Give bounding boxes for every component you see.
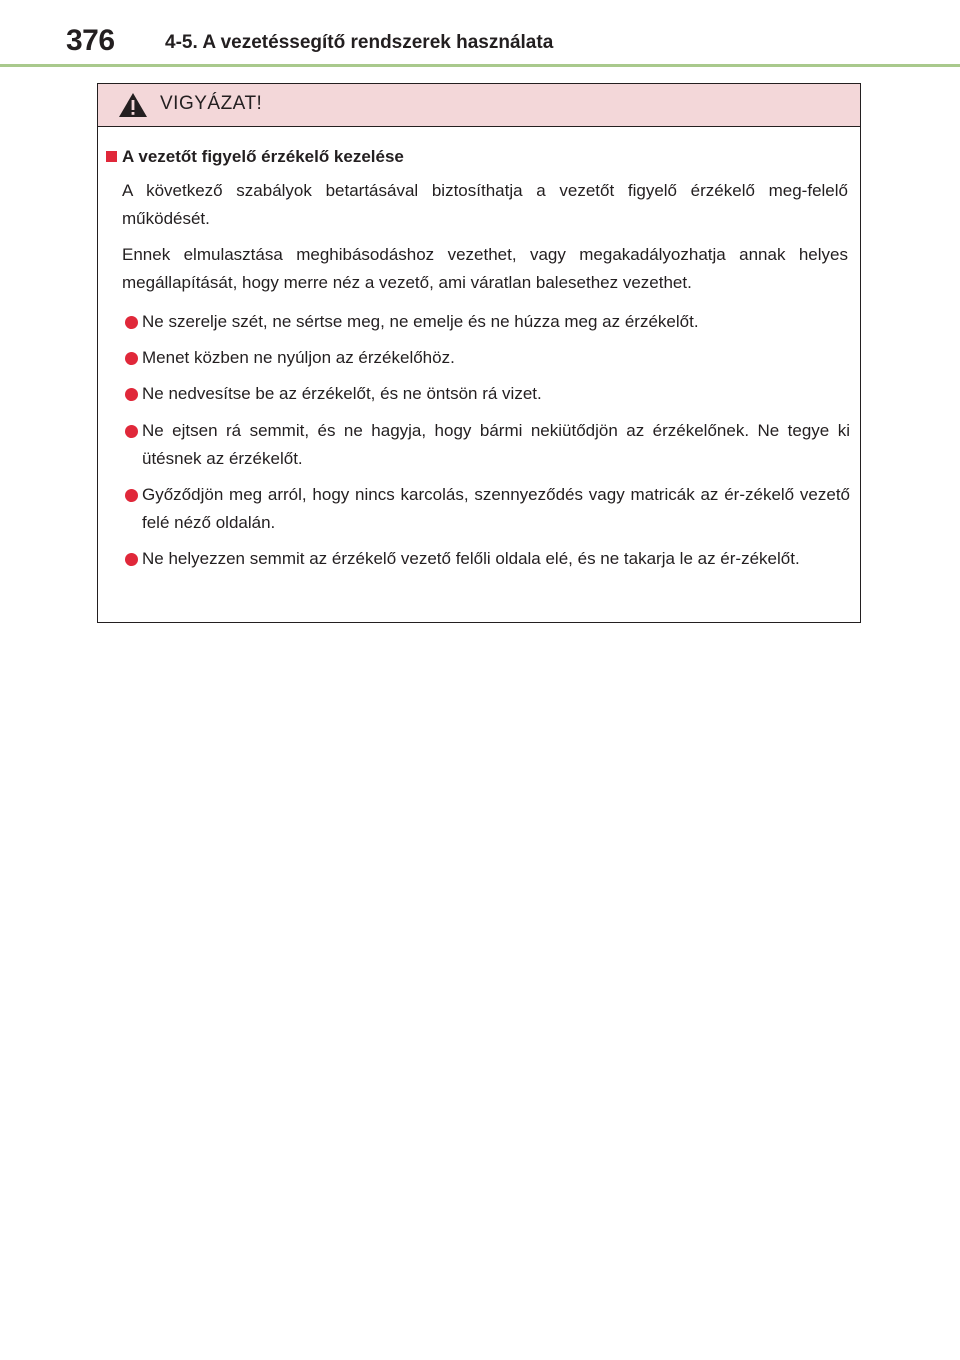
bullet-dot-icon [125, 352, 138, 365]
list-item [110, 308, 850, 336]
list-item [110, 417, 850, 473]
list-item-text: Menet közben ne nyúljon az érzékelőhöz. [142, 348, 455, 367]
header-rule [0, 64, 960, 67]
list-item-text: Győződjön meg arról, hogy nincs karcolás, szennyeződés vagy matricák az ér-zékelő vezető felé néző oldalán. [142, 485, 850, 532]
bullet-dot-icon [125, 316, 138, 329]
list-item [110, 545, 850, 573]
warning-header [98, 84, 860, 127]
paragraph: A következő szabályok betartásával biztosíthatja a vezetőt figyelő érzékelő meg-felelő működését. [122, 181, 848, 228]
subheading [106, 147, 404, 167]
list-item-text: Ne nedvesítse be az érzékelőt, és ne öntsön rá vizet. [142, 384, 542, 403]
paragraph: Ennek elmulasztása meghibásodáshoz vezethet, vagy megakadályozhatja annak helyes megállapítását, hogy merre néz a vezető, ami váratlan balesethez vezethet. [122, 245, 848, 292]
page-header [0, 0, 960, 68]
bullet-dot-icon [125, 425, 138, 438]
warning-triangle-icon [118, 92, 148, 118]
list-item-text: Ne szerelje szét, ne sértse meg, ne emelje és ne húzza meg az érzékelőt. [142, 312, 699, 331]
red-square-icon [106, 151, 117, 162]
bullet-dot-icon [125, 553, 138, 566]
page-number: 376 [66, 24, 115, 57]
list-item-text: Ne helyezzen semmit az érzékelő vezető felőli oldala elé, és ne takarja le az ér-zékelőt. [142, 549, 800, 568]
bullet-dot-icon [125, 489, 138, 502]
bullet-dot-icon [125, 388, 138, 401]
list-item [110, 380, 850, 408]
list-item [110, 481, 850, 537]
section-title: 4-5. A vezetéssegítő rendszerek használata [165, 32, 554, 53]
list-item-text: Ne ejtsen rá semmit, és ne hagyja, hogy bármi nekiütődjön az érzékelőnek. Ne tegye ki ütésnek az érzékelőt. [142, 421, 850, 468]
subheading-text: A vezetőt figyelő érzékelő kezelése [122, 147, 404, 166]
warning-box [97, 83, 861, 623]
warning-title: VIGYÁZAT! [160, 93, 263, 114]
list-item [110, 344, 850, 372]
